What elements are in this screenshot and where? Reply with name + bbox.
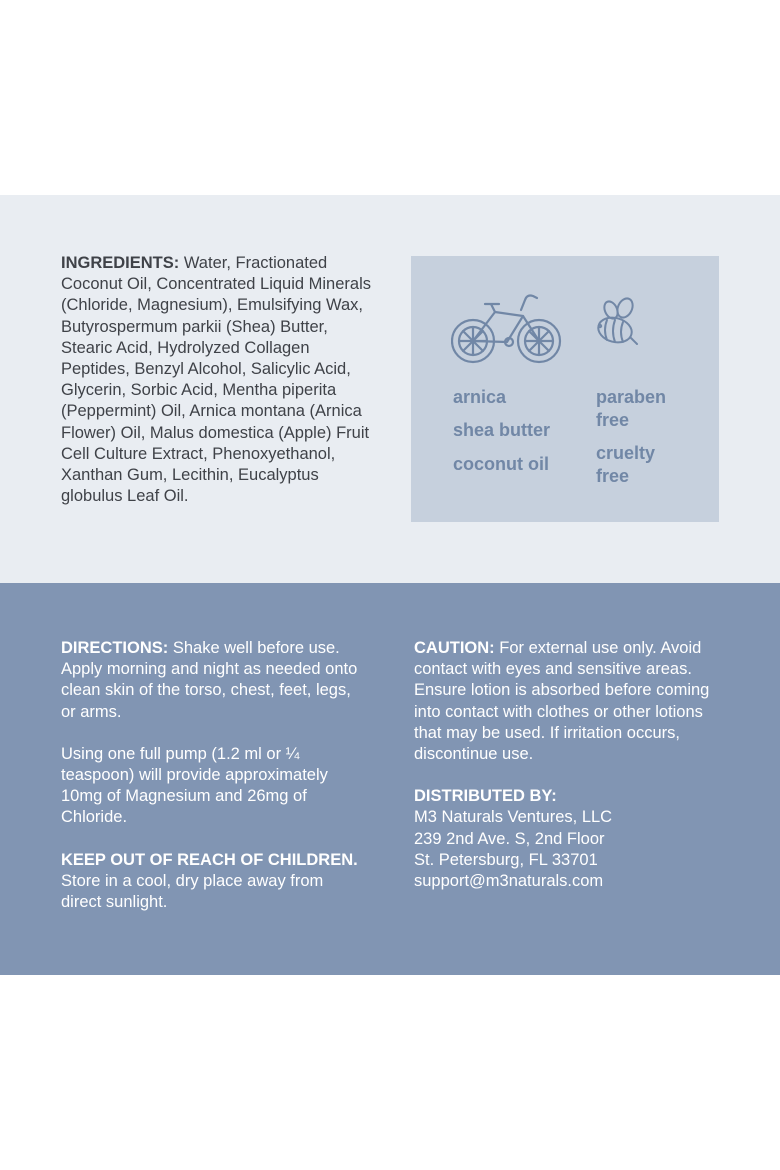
features-box <box>411 256 719 522</box>
feature-shea-butter: shea butter <box>453 420 551 440</box>
directions-block <box>61 638 361 723</box>
ingredients-label: INGREDIENTS: <box>61 254 180 272</box>
feature-paraben-free: paraben free <box>596 387 667 430</box>
ingredients-block <box>61 253 381 507</box>
feature-coconut-oil: coconut oil <box>453 454 549 474</box>
keep-out-block <box>61 850 361 914</box>
dosage-text: Using one full pump (1.2 ml or ¼ teaspoon) will provide approximately 10mg of Magnesium and 26mg of Chloride. <box>61 744 328 827</box>
caution-block <box>414 638 734 765</box>
distributor-address-2: St. Petersburg, FL 33701 <box>414 850 598 869</box>
caution-text: For external use only. Avoid contact with eyes and sensitive areas. Ensure lotion is absorbed before coming into contact with clothes or other lotions that may be used. If irritation occurs, discontinue use. <box>414 639 710 764</box>
distributed-label: DISTRIBUTED BY: <box>414 787 557 806</box>
bicycle-icon <box>451 286 563 366</box>
distributor-name: M3 Naturals Ventures, LLC <box>414 808 613 827</box>
directions-label: DIRECTIONS: <box>61 639 169 657</box>
feature-cruelty-free: cruelty free <box>596 443 656 486</box>
feature-arnica: arnica <box>453 387 507 407</box>
distributor-email: support@m3naturals.com <box>414 872 604 891</box>
ingredients-text: Water, Fractionated Coconut Oil, Concentrated Liquid Minerals (Chloride, Magnesium), Emulsifying Wax, Butyrospermum parkii (Shea) Butter, Stearic Acid, Hydrolyzed Collagen Peptides, Benzyl Alcohol, Salicylic Acid, Glycerin, Sorbic Acid, Mentha piperita (Peppermint) Oil, Arnica montana (Arnica Flower) Oil, Malus domestica (Apple) Fruit Cell Culture Extract, Phenoxyethanol, Xanthan Gum, Lecithin, Eucalyptus globulus Leaf Oil. <box>61 254 371 506</box>
caution-label: CAUTION: <box>414 639 495 657</box>
distributor-address-1: 239 2nd Ave. S, 2nd Floor <box>414 829 605 848</box>
directions-text: Shake well before use. Apply morning and night as needed onto clean skin of the torso, chest, feet, legs, or arms. <box>61 639 358 721</box>
bee-icon <box>593 296 641 352</box>
directions-column <box>61 638 361 913</box>
caution-column <box>414 638 734 892</box>
keep-out-label: KEEP OUT OF REACH OF CHILDREN. <box>61 850 358 869</box>
keep-out-text: Store in a cool, dry place away from direct sunlight. <box>61 871 324 912</box>
